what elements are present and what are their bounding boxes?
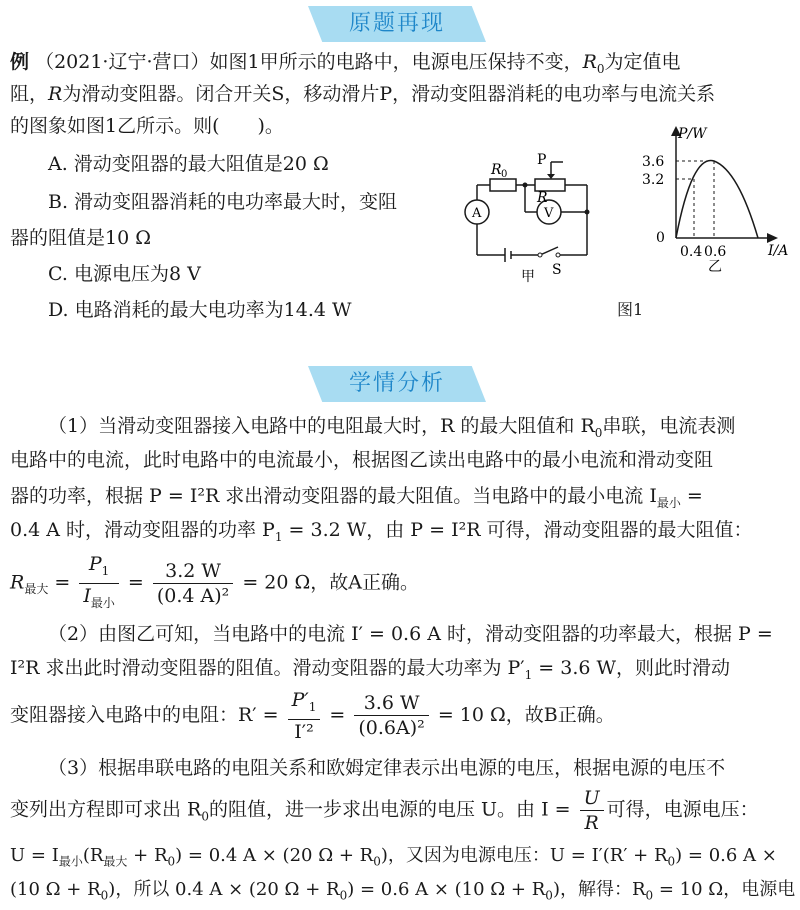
subscript: 最大 (103, 854, 128, 869)
problem-line-1: 例 （2021·辽宁·营口）如图1甲所示的电路中，电源电压保持不变，$R_0$为定值电 (10, 51, 681, 76)
x-tick-0-4: 0.4 (680, 244, 703, 260)
subscript: 最小 (58, 854, 83, 869)
y-axis-label: P/W (678, 126, 707, 142)
numerator: P′ (291, 689, 309, 711)
y-tick-3-6: 3.6 (642, 154, 665, 170)
problem-text: 阻， (10, 83, 49, 105)
subscript: 1 (524, 667, 533, 682)
analysis-text: 变阻器接入电路中的电阻：R′ = (10, 703, 279, 726)
analysis-1-line-3 (10, 482, 703, 517)
analysis-text: = 3.6 W，则此时滑动 (532, 657, 731, 679)
numerator: 3.2 W (153, 559, 233, 584)
subscript: 0 (167, 854, 176, 869)
label-r0-sub: 0 (501, 169, 508, 180)
x-tick-0-6: 0.6 (704, 244, 727, 260)
example-label: 例 (10, 51, 30, 73)
label-yi: 乙 (708, 259, 722, 272)
analysis-text: I²R 求出此时滑动变阻器的阻值。滑动变阻器的最大功率为 P′ (10, 657, 525, 679)
option-d: D. 电路消耗的最大电功率为14.4 W (48, 299, 352, 321)
analysis-text: = 20 Ω，故A正确。 (236, 571, 419, 594)
denominator: I (83, 584, 91, 607)
fraction: $\frac{P_1}{I_{最小}}$ (79, 552, 119, 615)
y-tick-3-2: 3.2 (642, 172, 665, 188)
analysis-3-line-1: （3）根据串联电路的电阻关系和欧姆定律表示出电源的电压，根据电源的电压不 (48, 757, 726, 779)
analysis-text: + R (127, 845, 168, 866)
power-curve (676, 160, 758, 238)
problem-text: 为滑动变阻器。闭合开关S，移动滑片P，滑动变阻器消耗的电功率与电流关系 (62, 83, 716, 105)
problem-text: （2021·辽宁·营口）如图1甲所示的电路中，电源电压保持不变， (35, 51, 583, 73)
analysis-text: 变列出方程即可求出 R (10, 798, 202, 821)
analysis-1-line-4 (10, 516, 753, 551)
analysis-text: )，又因为电源电压：U = I′(R′ + R (380, 845, 668, 866)
section-title-analysis: 学情分析 (348, 371, 445, 396)
fraction (354, 691, 428, 740)
analysis-text: )，所以 0.4 A × (20 Ω + R (108, 879, 340, 900)
analysis-text: 0.4 A 时，滑动变阻器的功率 P (10, 519, 275, 541)
subscript: 1 (274, 529, 283, 544)
analysis-text: 的阻值，进一步求出电源的电压 U。由 I = (209, 798, 571, 821)
denominator: I′² (294, 720, 314, 743)
formula-var: R (10, 571, 25, 594)
subscript: 0 (373, 854, 381, 869)
label-r0: R (491, 162, 502, 178)
fraction (580, 786, 604, 835)
figure-caption: 图1 (617, 300, 644, 319)
analysis-2-line-1: （2）由图乙可知，当电路中的电流 I′ = 0.6 A 时，滑动变阻器的功率最大，根据 P = (48, 623, 773, 645)
origin-label: 0 (656, 230, 665, 246)
subscript: 1 (101, 563, 110, 578)
power-current-graph (640, 122, 798, 272)
analysis-text: = 3.2 W，由 P = I²R 可得，滑动变阻器的最大阻值： (282, 519, 753, 541)
analysis-text: (R (82, 845, 104, 866)
x-axis-label: I/A (768, 243, 789, 259)
analysis-3-line-3 (10, 842, 777, 876)
problem-line-3: 的图象如图1乙所示。则( )。 (10, 115, 284, 137)
analysis-text: （1）当滑动变阻器接入电路中的电阻最大时，R 的最大阻值和 R (48, 415, 595, 437)
denominator: (0.4 A)² (156, 584, 230, 607)
analysis-text: ) = 0.6 A × (675, 845, 777, 866)
subscript: 0 (339, 888, 348, 903)
option-a: A. 滑动变阻器的最大阻值是20 Ω (48, 153, 329, 175)
subscript: 最大 (24, 582, 49, 597)
analysis-text: = 10 Ω，故B正确。 (431, 703, 615, 726)
numerator: 3.6 W (354, 691, 428, 716)
subscript: 0 (596, 61, 605, 76)
subscript: 0 (201, 809, 209, 824)
label-p: P (537, 152, 547, 168)
subscript: 0 (645, 888, 654, 903)
subscript: 0 (100, 888, 109, 903)
analysis-text: ) = 0.4 A × (20 Ω + R (175, 845, 374, 866)
label-a: A (472, 206, 482, 221)
label-r: R (537, 190, 548, 206)
analysis-1-line-2: 电路中的电流，此时电路中的电流最小，根据图乙读出电路中的最小电流和滑动变阻 (10, 449, 714, 471)
analysis-text: (10 Ω + R (10, 879, 101, 900)
subscript: 1 (308, 699, 317, 714)
denominator: (0.6A)² (358, 717, 425, 740)
subscript: 0 (594, 425, 603, 440)
circuit-diagram (455, 150, 605, 285)
denominator: R (584, 812, 599, 834)
analysis-text: = (680, 485, 703, 507)
analysis-1-line-1 (48, 412, 735, 447)
analysis-text: 器的功率，根据 P = I²R 求出滑动变阻器的最大阻值。当电路中的最小电流 I (10, 485, 657, 507)
analysis-text: )，解得：R (552, 879, 646, 900)
fraction (153, 559, 233, 608)
analysis-3-line-2 (10, 786, 759, 835)
label-v: V (544, 206, 554, 221)
numerator: U (583, 787, 600, 809)
numerator: P (88, 553, 102, 575)
analysis-1-formula: $R_{最大}$ = $\frac{P_1}{I_{最小}}$ = $\frac{3.2 W}{\text{(0.4 A)²}}$ = 20 Ω，故A正确。 (10, 552, 419, 615)
fraction (288, 688, 321, 744)
analysis-text: U = I (10, 845, 59, 866)
analysis-text: 可得，电源电压： (606, 798, 759, 821)
resistor-r0 (490, 179, 516, 191)
subscript: 0 (667, 854, 676, 869)
switch-s (540, 247, 558, 255)
option-b-line-2: 器的阻值是10 Ω (10, 227, 151, 249)
problem-line-2: 阻，R为滑动变阻器。闭合开关S，移动滑片P，滑动变阻器消耗的电功率与电流关系 (10, 83, 716, 105)
analysis-text: ) = 0.6 A × (10 Ω + R (347, 879, 546, 900)
label-s: S (552, 262, 562, 278)
subscript: 0 (545, 888, 553, 903)
option-b-line-1: B. 滑动变阻器消耗的电功率最大时，变阻 (48, 191, 398, 213)
analysis-3-line-4 (10, 876, 795, 910)
problem-text: 为定值电 (604, 51, 681, 73)
analysis-2-line-2 (10, 654, 730, 689)
analysis-text: 串联，电流表测 (602, 415, 736, 437)
analysis-2-formula: 变阻器接入电路中的电阻：R′ = $\frac{P'_1}{\text{I′²}}$ = $\frac{3.6 W}{\text{(0.6A)²}}$ = 10 Ω，故B正确。 (10, 689, 615, 743)
label-jia: 甲 (521, 269, 535, 285)
section-title-original: 原题再现 (348, 11, 445, 36)
option-c: C. 电源电压为8 V (48, 263, 201, 285)
subscript: 最小 (656, 495, 681, 510)
analysis-text: = 10 Ω，电源电 (653, 879, 796, 900)
